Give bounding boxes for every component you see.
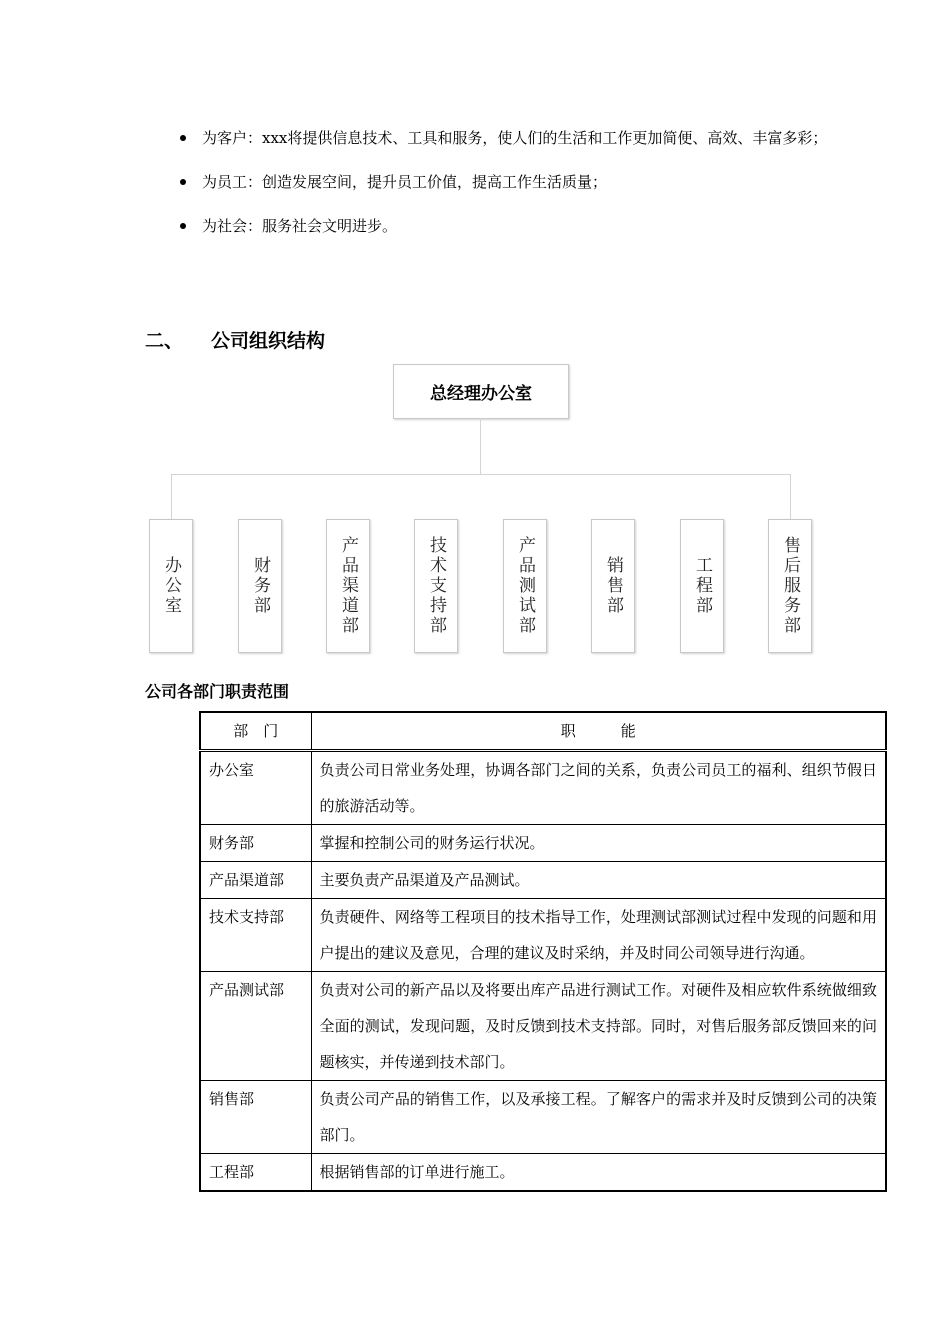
table-row <box>200 1081 886 1154</box>
connector-drop-left <box>171 474 172 519</box>
duty-table-title: 公司各部门职责范围 <box>145 682 290 701</box>
org-node-dept <box>768 519 812 653</box>
org-node-label: 售后服务部 <box>780 536 800 636</box>
section-number: 二、 <box>145 330 184 352</box>
table-row <box>200 862 886 899</box>
org-node-dept <box>503 519 547 653</box>
table-row <box>200 1154 886 1192</box>
dept-cell: 产品渠道部 <box>200 862 311 899</box>
org-node-dept <box>149 519 193 653</box>
org-node-label: 产品渠道部 <box>338 536 358 636</box>
org-node-label: 技术支持部 <box>426 536 446 636</box>
connector-horizontal <box>171 474 791 475</box>
duty-cell: 负责公司产品的销售工作，以及承接工程。了解客户的需求并及时反馈到公司的决策部门。 <box>311 1081 886 1154</box>
table-row <box>200 825 886 862</box>
duty-cell: 根据销售部的订单进行施工。 <box>311 1154 886 1192</box>
dept-cell: 工程部 <box>200 1154 311 1192</box>
header-function: 职 能 <box>311 712 886 751</box>
table-header-row <box>200 712 886 751</box>
table-row <box>200 899 886 972</box>
connector-drop-right <box>790 474 791 519</box>
dept-cell: 销售部 <box>200 1081 311 1154</box>
dept-cell: 财务部 <box>200 825 311 862</box>
org-node-label: 产品测试部 <box>515 536 535 636</box>
header-dept: 部 门 <box>200 712 311 751</box>
org-node-label: 财务部 <box>250 556 270 616</box>
org-chart <box>0 0 950 660</box>
org-node-label: 销售部 <box>603 556 623 616</box>
connector-vertical-main <box>480 418 481 475</box>
dept-cell: 技术支持部 <box>200 899 311 972</box>
org-node-label: 工程部 <box>692 556 712 616</box>
org-node-dept <box>326 519 370 653</box>
duty-cell: 掌握和控制公司的财务运行状况。 <box>311 825 886 862</box>
duty-cell: 负责对公司的新产品以及将要出库产品进行测试工作。对硬件及相应软件系统做细致全面的测试，发现问题，及时反馈到技术支持部。同时，对售后服务部反馈回来的问题核实，并传递到技术部门。 <box>311 972 886 1081</box>
org-node-dept <box>680 519 724 653</box>
bullet-item-employees: 为员工：创造发展空间，提升员工价值，提高工作生活质量； <box>178 164 838 200</box>
section-title: 公司组织结构 <box>211 330 326 352</box>
duty-cell: 主要负责产品渠道及产品测试。 <box>311 862 886 899</box>
org-node-dept <box>591 519 635 653</box>
table-row <box>200 751 886 825</box>
org-node-label: 办公室 <box>161 556 181 616</box>
org-node-dept <box>414 519 458 653</box>
duty-table <box>199 711 887 1192</box>
org-node-dept <box>238 519 282 653</box>
bullet-item-customers: 为客户：xxx将提供信息技术、工具和服务，使人们的生活和工作更加简便、高效、丰富多彩； <box>178 120 838 156</box>
table-row <box>200 972 886 1081</box>
duty-cell: 负责硬件、网络等工程项目的技术指导工作，处理测试部测试过程中发现的问题和用户提出的建议及意见，合理的建议及时采纳，并及时同公司领导进行沟通。 <box>311 899 886 972</box>
duty-cell: 负责公司日常业务处理，协调各部门之间的关系，负责公司员工的福利、组织节假日的旅游活动等。 <box>311 751 886 825</box>
org-node-general-manager-office: 总经理办公室 <box>393 364 569 419</box>
dept-cell: 办公室 <box>200 751 311 825</box>
bullet-item-society: 为社会：服务社会文明进步。 <box>178 208 838 244</box>
dept-cell: 产品测试部 <box>200 972 311 1081</box>
